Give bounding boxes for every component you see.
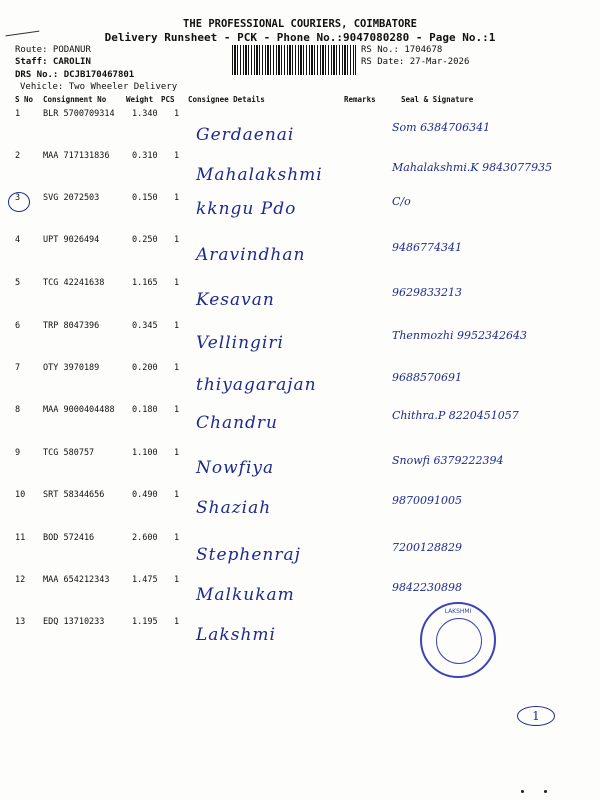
row-sno: 8 <box>15 405 21 415</box>
pcs: 1 <box>174 278 180 288</box>
row-sno: 7 <box>15 363 21 373</box>
consignment-no: EDQ 13710233 <box>43 617 105 627</box>
stamp-inner-ring <box>436 618 482 664</box>
consignment-no: OTY 3970189 <box>43 363 100 373</box>
table-row <box>0 448 600 488</box>
pcs: 1 <box>174 321 180 331</box>
barcode <box>232 45 356 75</box>
col-pcs: PCS <box>161 95 175 104</box>
col-weight: Weight <box>126 95 154 104</box>
weight: 1.475 <box>132 575 158 585</box>
consignee-handwritten-name: Stephenraj <box>196 545 301 565</box>
scan-dot <box>544 790 547 793</box>
row-sno: 1 <box>15 109 21 119</box>
weight: 1.340 <box>132 109 158 119</box>
pcs: 1 <box>174 490 180 500</box>
row-sno: 11 <box>15 533 26 543</box>
pcs: 1 <box>174 363 180 373</box>
table-row <box>0 575 600 615</box>
stamp-text: LAKSHMI <box>444 608 472 615</box>
row-sno: 6 <box>15 321 21 331</box>
consignee-handwritten-name: Chandru <box>196 413 278 433</box>
row-3-circle-mark <box>8 192 30 212</box>
table-row <box>0 109 600 149</box>
rs-date: RS Date: 27-Mar-2026 <box>361 57 470 67</box>
consignment-no: UPT 9026494 <box>43 235 100 245</box>
row-sno: 2 <box>15 151 21 161</box>
col-seal-signature: Seal & Signature <box>401 95 474 104</box>
page-number-mark: 1 <box>517 706 555 726</box>
consignee-handwritten-name: Gerdaenai <box>196 125 295 145</box>
pcs: 1 <box>174 193 180 203</box>
consignee-handwritten-name: Vellingiri <box>196 333 284 353</box>
pcs: 1 <box>174 235 180 245</box>
pcs: 1 <box>174 575 180 585</box>
recipient-signature: Chithra.P 8220451057 <box>392 409 519 422</box>
recipient-signature: Snowfi 6379222394 <box>392 454 504 467</box>
consignee-handwritten-name: Aravindhan <box>196 245 306 265</box>
col-consignee: Consignee Details <box>188 95 265 104</box>
row-sno: 13 <box>15 617 26 627</box>
consignee-handwritten-name: Malkukam <box>196 585 295 605</box>
recipient-signature: 9842230898 <box>392 581 462 594</box>
weight: 0.250 <box>132 235 158 245</box>
recipient-signature: Thenmozhi 9952342643 <box>392 329 527 342</box>
weight: 0.490 <box>132 490 158 500</box>
pcs: 1 <box>174 151 180 161</box>
consignee-handwritten-name: Mahalakshmi <box>196 165 323 185</box>
table-row <box>0 363 600 403</box>
weight: 0.180 <box>132 405 158 415</box>
recipient-signature: 9870091005 <box>392 494 462 507</box>
weight: 0.310 <box>132 151 158 161</box>
consignment-no: TCG 580757 <box>43 448 95 458</box>
recipient-signature: 9688570691 <box>392 371 462 384</box>
row-sno: 10 <box>15 490 26 500</box>
consignment-no: BOD 572416 <box>43 533 95 543</box>
consignment-no: MAA 9000404488 <box>43 405 115 415</box>
weight: 0.150 <box>132 193 158 203</box>
pcs: 1 <box>174 405 180 415</box>
consignment-no: TRP 8047396 <box>43 321 100 331</box>
table-row <box>0 193 600 233</box>
consignment-no: MAA 654212343 <box>43 575 110 585</box>
vehicle-label: Vehicle: Two Wheeler Delivery <box>20 82 178 92</box>
recipient-signature: 7200128829 <box>392 541 462 554</box>
pcs: 1 <box>174 533 180 543</box>
rs-no: RS No.: 1704678 <box>361 45 443 55</box>
consignee-handwritten-name: Kesavan <box>196 290 275 310</box>
drs-label: DRS No.: DCJB170467801 <box>15 70 135 80</box>
consignee-handwritten-name: Lakshmi <box>196 625 276 645</box>
pcs: 1 <box>174 109 180 119</box>
weight: 0.200 <box>132 363 158 373</box>
runsheet-subtitle: Delivery Runsheet - PCK - Phone No.:9047080280 - Page No.:1 <box>104 31 496 44</box>
table-row <box>0 151 600 191</box>
recipient-signature: 9629833213 <box>392 286 462 299</box>
row-sno: 5 <box>15 278 21 288</box>
row-sno: 9 <box>15 448 21 458</box>
consignee-handwritten-name: Nowfiya <box>196 458 275 478</box>
consignment-no: TCG 42241638 <box>43 278 105 288</box>
consignment-no: MAA 717131836 <box>43 151 110 161</box>
weight: 1.100 <box>132 448 158 458</box>
recipient-signature: Som 6384706341 <box>392 121 491 134</box>
row-sno: 3 <box>15 193 21 203</box>
col-sno: S No <box>15 95 34 104</box>
col-consignment: Consignment No <box>43 95 107 104</box>
table-row <box>0 405 600 445</box>
table-row <box>0 617 600 657</box>
consignment-no: BLR 5700709314 <box>43 109 115 119</box>
row-sno: 12 <box>15 575 26 585</box>
recipient-signature: C/o <box>392 195 411 208</box>
staff-label: Staff: CAROLIN <box>15 57 91 67</box>
consignment-no: SVG 2072503 <box>43 193 100 203</box>
table-row <box>0 533 600 573</box>
weight: 1.195 <box>132 617 158 627</box>
table-row <box>0 321 600 361</box>
route-label: Route: PODANUR <box>15 45 91 55</box>
consignee-handwritten-name: kkngu Pdo <box>196 199 297 219</box>
recipient-signature: 9486774341 <box>392 241 462 254</box>
weight: 2.600 <box>132 533 158 543</box>
weight: 0.345 <box>132 321 158 331</box>
recipient-signature: Mahalakshmi.K 9843077935 <box>392 161 553 174</box>
pcs: 1 <box>174 617 180 627</box>
pcs: 1 <box>174 448 180 458</box>
table-row <box>0 490 600 530</box>
weight: 1.165 <box>132 278 158 288</box>
company-title: THE PROFESSIONAL COURIERS, COIMBATORE <box>183 18 417 30</box>
scan-dot <box>521 790 524 793</box>
consignee-handwritten-name: thiyagarajan <box>196 375 317 395</box>
consignee-handwritten-name: Shaziah <box>196 498 272 518</box>
row-sno: 4 <box>15 235 21 245</box>
col-remarks: Remarks <box>344 95 376 104</box>
consignment-no: SRT 58344656 <box>43 490 105 500</box>
courier-seal-stamp <box>420 602 496 678</box>
table-row <box>0 235 600 275</box>
table-row <box>0 278 600 318</box>
